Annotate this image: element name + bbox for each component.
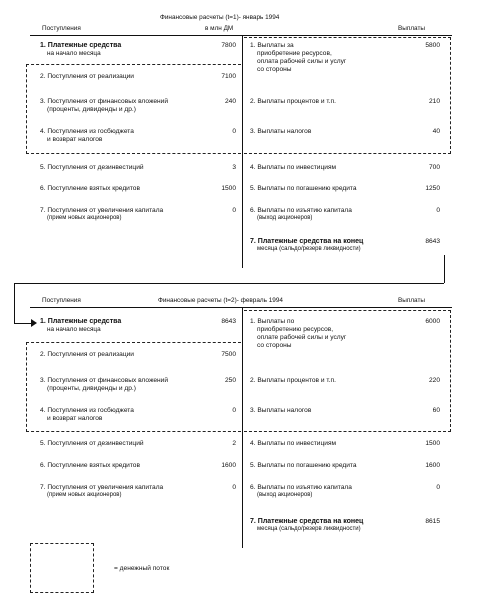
period-2-title: Финансовые расчеты (t=2)- февраль 1994 — [158, 297, 283, 304]
inflow-value: 0 — [232, 128, 236, 135]
inflow-value: 1600 — [221, 462, 236, 469]
period-2-header-rule — [30, 307, 452, 308]
outflow-value: 40 — [432, 128, 440, 135]
inflow-item: 4. Поступления из госбюджета и возврат налогов — [40, 407, 134, 422]
inflow-item: 2. Поступления от реализации — [40, 351, 134, 358]
carry-over-connector-down — [14, 283, 15, 323]
outflow-value: 6000 — [425, 318, 440, 325]
inflow-item: 4. Поступления из госбюджета и возврат налогов — [40, 128, 134, 143]
outflow-value: 60 — [432, 407, 440, 414]
cash-flow-box-outflows — [244, 37, 451, 154]
inflow-item: 7. Поступления от увеличения капитала (прием новых акционеров) — [40, 207, 164, 221]
outflow-value: 1600 — [425, 462, 440, 469]
inflow-value: 0 — [232, 207, 236, 214]
outflow-value: 1500 — [425, 440, 440, 447]
period-2-inflows-header: Поступления — [42, 297, 81, 304]
period-1-title: Финансовые расчеты (t=1)- январь 1994 — [160, 14, 280, 21]
legend-label: = денежный поток — [114, 565, 170, 572]
inflow-item: 6. Поступление взятых кредитов — [40, 462, 140, 469]
period-1-center-rule — [242, 36, 243, 268]
outflow-item: 2. Выплаты процентов и т.п. — [250, 377, 336, 384]
inflow-value: 0 — [232, 484, 236, 491]
outflow-item: 3. Выплаты налогов — [250, 128, 312, 135]
inflow-item: 1. Платежные средства на начало месяца — [40, 42, 122, 58]
inflow-item: 1. Платежные средства на начало месяца — [40, 318, 122, 334]
inflow-item: 3. Поступления от финансовых вложений (проценты, дивиденды и др.) — [40, 98, 169, 113]
inflow-item: 3. Поступления от финансовых вложений (проценты, дивиденды и др.) — [40, 377, 169, 392]
outflow-value: 5800 — [425, 42, 440, 49]
outflow-item: 3. Выплаты налогов — [250, 407, 312, 414]
period-1-inflows-header: Поступления — [42, 25, 81, 32]
outflow-item: 1. Выплаты по приобретению ресурсов, оплате рабочей силы и услуг со стороны — [250, 318, 347, 349]
outflow-item: 7. Платежные средства на конец месяца (сальдо/резерв ликвидности) — [250, 238, 364, 253]
inflow-item: 7. Поступления от увеличения капитала (прием новых акционеров) — [40, 484, 164, 498]
cash-flow-box-inflows — [26, 64, 241, 154]
inflow-value: 7100 — [221, 73, 236, 80]
outflow-value: 8615 — [425, 518, 440, 525]
outflow-value: 0 — [436, 484, 440, 491]
outflow-value: 0 — [436, 207, 440, 214]
outflow-value: 700 — [428, 164, 440, 171]
cash-flow-box-outflows — [244, 310, 451, 432]
carry-over-connector-horizontal — [14, 283, 444, 284]
arrow-right-icon — [31, 319, 37, 327]
outflow-value: 1250 — [425, 185, 440, 192]
outflow-item: 6. Выплаты по изъятию капитала (выход акционеров) — [250, 207, 352, 221]
outflow-item: 2. Выплаты процентов и т.п. — [250, 98, 336, 105]
outflow-item: 4. Выплаты по инвестициям — [250, 440, 337, 447]
inflow-value: 0 — [232, 407, 236, 414]
outflow-item: 6. Выплаты по изъятию капитала (выход акционеров) — [250, 484, 352, 498]
outflow-item: 1. Выплаты за приобретение ресурсов, оплата рабочей силы и услуг со стороны — [250, 42, 347, 73]
inflow-value: 7800 — [221, 42, 236, 49]
period-2-center-rule — [242, 308, 243, 548]
carry-over-connector-vertical — [444, 255, 445, 283]
inflow-value: 3 — [232, 164, 236, 171]
inflow-value: 250 — [224, 377, 236, 384]
outflow-item: 7. Платежные средства на конец месяца (сальдо/резерв ликвидности) — [250, 518, 364, 533]
outflow-value: 220 — [428, 377, 440, 384]
inflow-item: 6. Поступление взятых кредитов — [40, 185, 140, 192]
cash-flow-box-inflows — [26, 342, 241, 432]
period-2-outflows-header: Выплаты — [398, 297, 425, 304]
legend-dashed-swatch — [30, 543, 94, 593]
inflow-value: 240 — [224, 98, 236, 105]
inflow-value: 8643 — [221, 318, 236, 325]
period-1-header-rule — [30, 35, 452, 36]
period-1-outflows-header: Выплаты — [398, 25, 425, 32]
period-1-unit-label: в млн ДМ — [205, 25, 234, 32]
inflow-value: 1500 — [221, 185, 236, 192]
inflow-item: 5. Поступления от дезинвестиций — [40, 164, 144, 171]
inflow-item: 5. Поступления от дезинвестиций — [40, 440, 144, 447]
carry-over-connector-in — [14, 323, 32, 324]
outflow-value: 210 — [428, 98, 440, 105]
outflow-value: 8643 — [425, 238, 440, 245]
inflow-value: 7500 — [221, 351, 236, 358]
inflow-value: 2 — [232, 440, 236, 447]
outflow-item: 5. Выплаты по погашению кредита — [250, 462, 357, 469]
outflow-item: 4. Выплаты по инвестициям — [250, 164, 337, 171]
outflow-item: 5. Выплаты по погашению кредита — [250, 185, 357, 192]
inflow-item: 2. Поступления от реализации — [40, 73, 134, 80]
